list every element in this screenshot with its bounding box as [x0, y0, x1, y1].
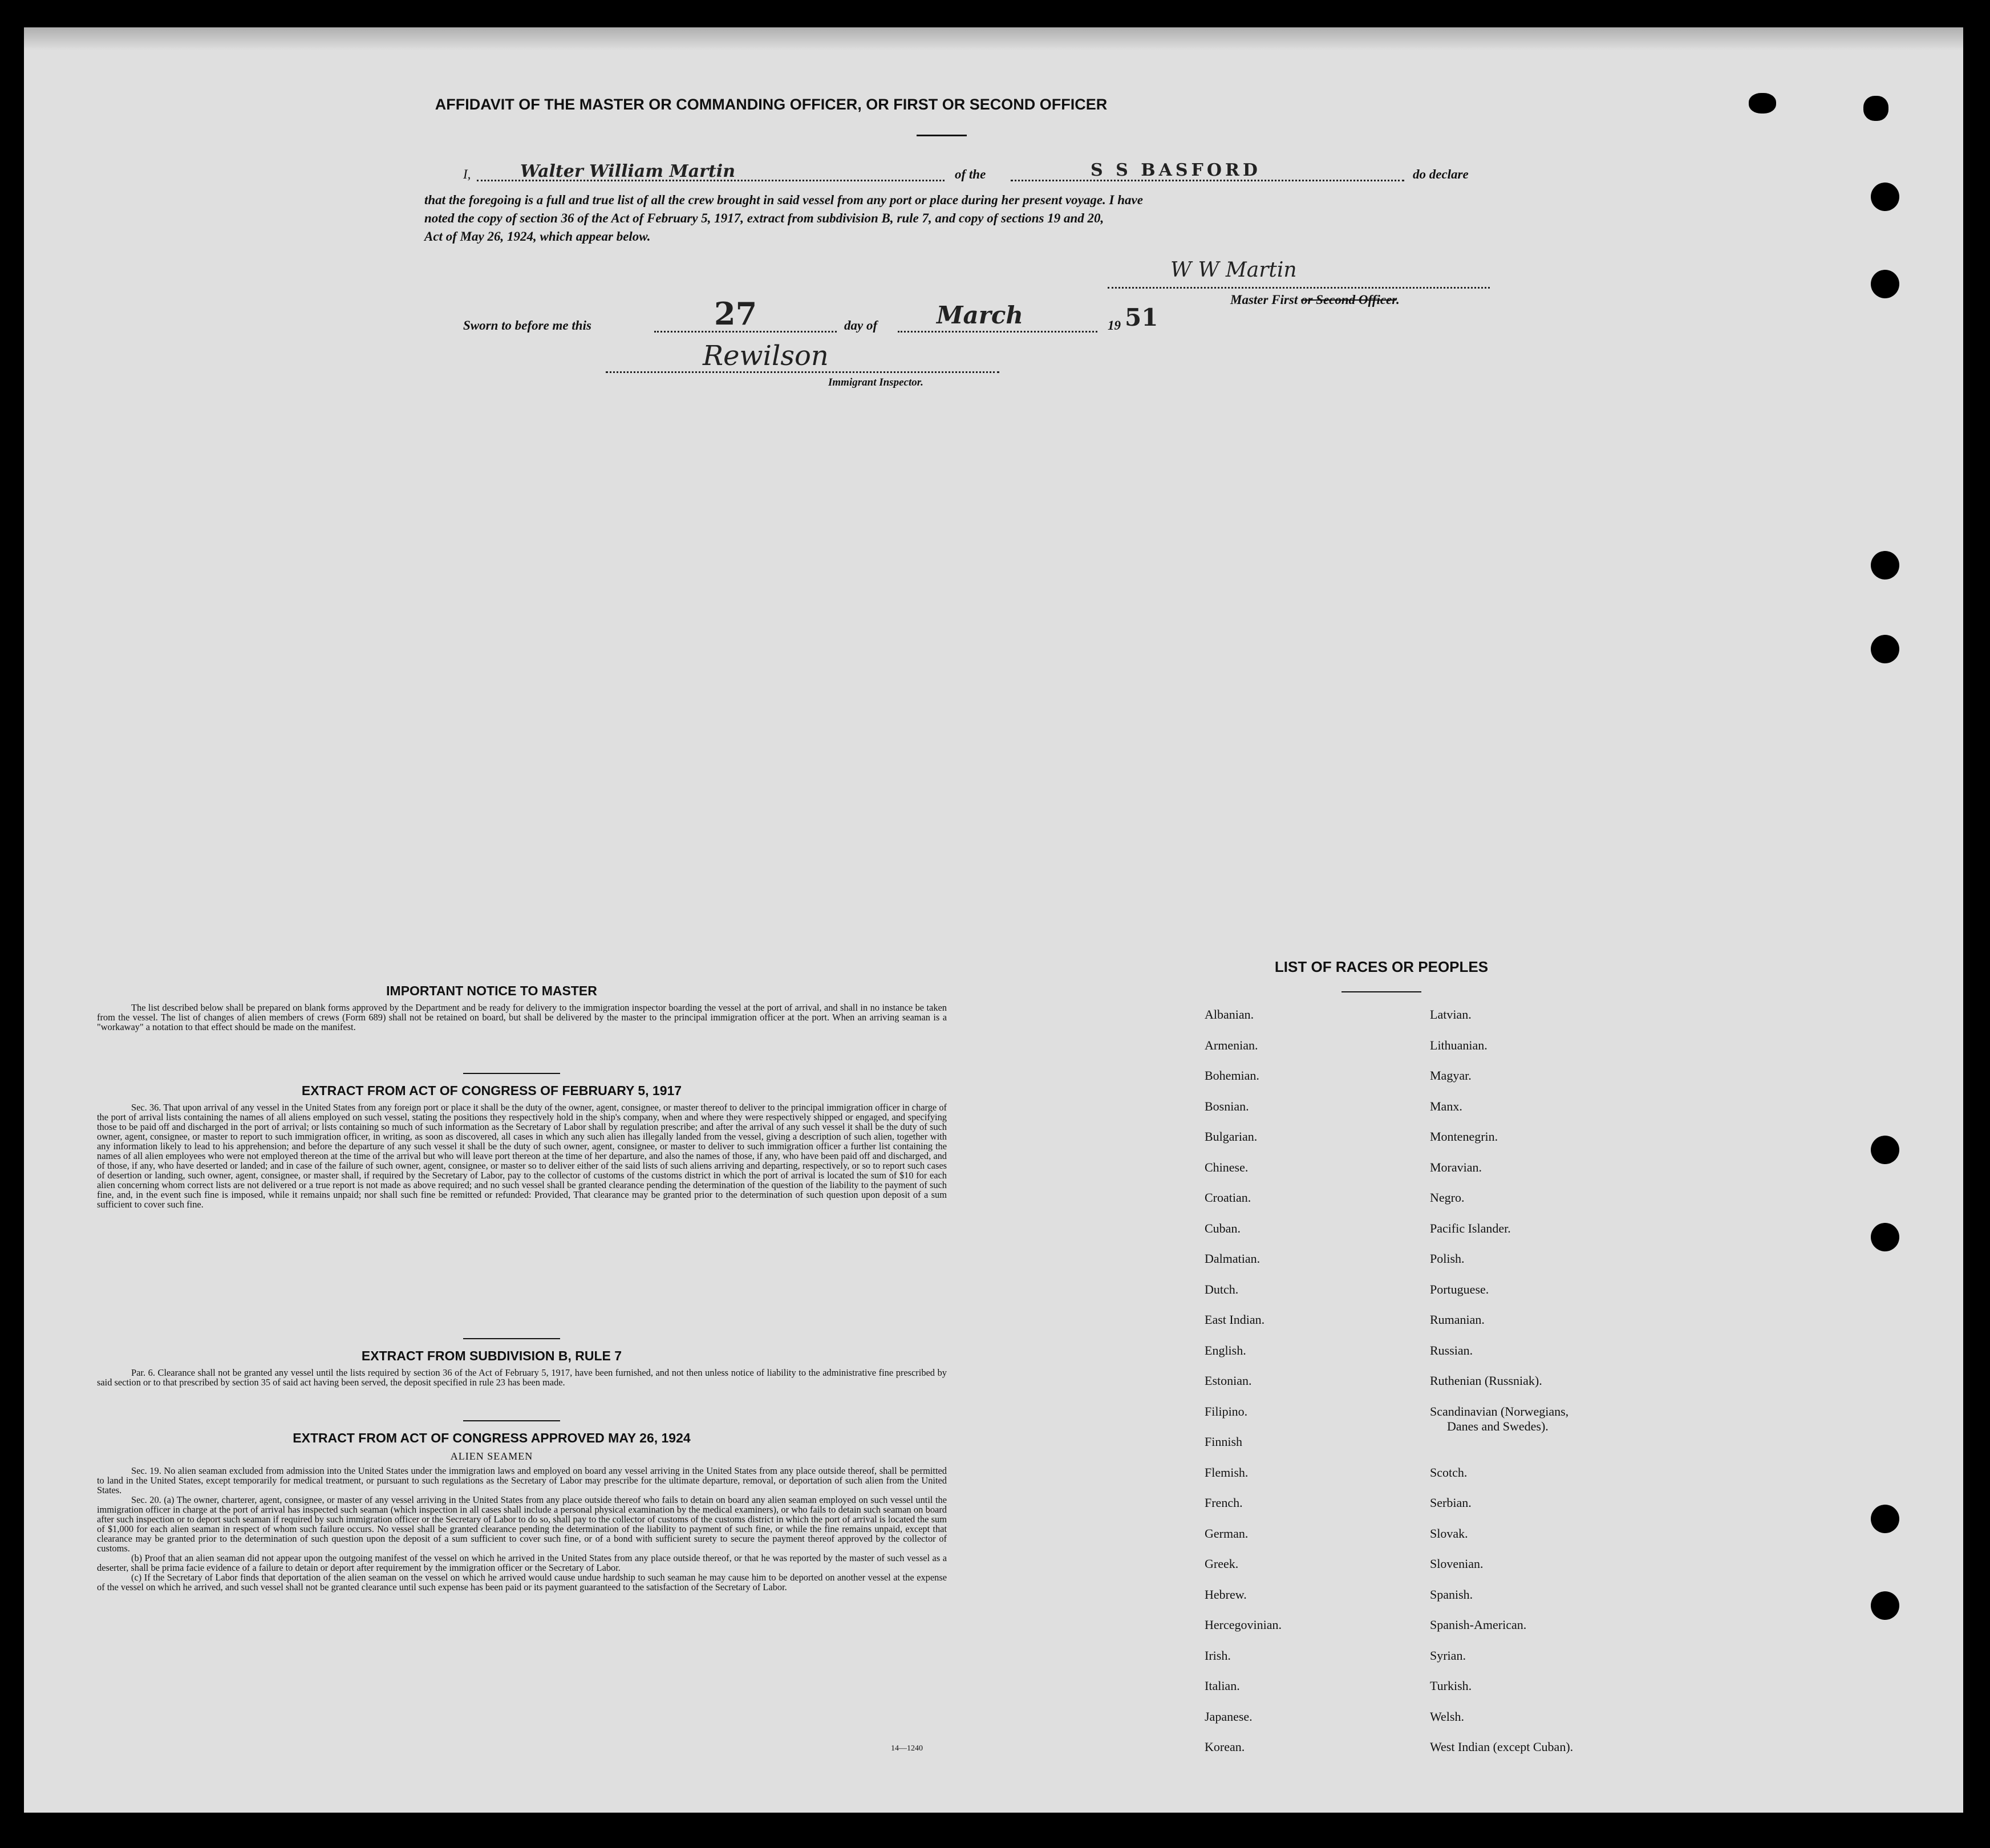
sworn-label: Sworn to before me this	[463, 318, 591, 333]
master-officer-label: Master First or Second Officer.	[1230, 293, 1400, 307]
year-prefix: 19	[1108, 318, 1121, 333]
race-item: Serbian.	[1430, 1496, 1472, 1510]
race-item: Estonian.	[1205, 1373, 1252, 1388]
first-label: First	[1271, 293, 1298, 307]
punch-hole	[1871, 1591, 1899, 1620]
race-item: Scotch.	[1430, 1465, 1468, 1480]
race-item: Polish.	[1430, 1251, 1465, 1266]
punch-hole	[1871, 270, 1899, 298]
race-item: Albanian.	[1205, 1007, 1254, 1022]
scan-shadow	[24, 27, 1963, 50]
extract-1917-text	[97, 1103, 947, 1209]
extract-1924-title: EXTRACT FROM ACT OF CONGRESS APPROVED MAY 26, 1924	[293, 1430, 691, 1445]
race-item: Turkish.	[1430, 1679, 1472, 1693]
sec-20a-paragraph: Sec. 20. (a) The owner, charterer, agent, consignee, or master of any vessel arriving in the United States from any place outside thereof who fails to detain on board any alien seaman employed on such vessel until the immigration officer in charge at the port of arrival has inspected such seaman (which inspection in all cases shall include a personal physical examination by the medical examiners), or who fails to detain such seaman on board after such inspection or to deport such seaman if required by such immigration officer or the Secretary of Labor to do so, shall pay to the collector of customs of the customs district in which the port of arrival is located the sum of $1,000 for each alien seaman in respect of whom such failure occurs. No vessel shall be granted clearance pending the determination of the liability to payment of such fine, or while the fine remains unpaid, except that clearance may be granted prior to the determination of such question upon the deposit of a sum sufficient to cover such fine, or of a bond with sufficient surety to secure the payment thereof approved by the collector of customs.	[97, 1494, 947, 1554]
section-rule	[463, 1338, 560, 1339]
race-item: Italian.	[1205, 1679, 1240, 1693]
race-item: Magyar.	[1430, 1068, 1472, 1083]
race-item: Manx.	[1430, 1099, 1462, 1113]
race-item: German.	[1205, 1526, 1249, 1541]
inspector-signature: Rewilson	[703, 340, 829, 372]
day-of-label: day of	[844, 318, 878, 333]
race-item: Spanish.	[1430, 1587, 1473, 1602]
races-left-column	[1205, 1007, 1282, 1770]
race-item: Latvian.	[1430, 1007, 1472, 1022]
race-item: Syrian.	[1430, 1648, 1466, 1663]
declaration-line-2: that the foregoing is a full and true list of all the crew brought in said vessel from any port or place during her present voyage. I have	[424, 193, 1143, 207]
race-item: Greek.	[1205, 1557, 1239, 1571]
race-item: Welsh.	[1430, 1709, 1464, 1724]
affidavit-title: AFFIDAVIT OF THE MASTER OR COMMANDING OFFICER, OR FIRST OR SECOND OFFICER	[435, 96, 1108, 113]
ink-blot	[1749, 93, 1776, 114]
race-item: West Indian (except Cuban).	[1430, 1740, 1574, 1754]
sec-20b-paragraph: (b) Proof that an alien seaman did not appear upon the outgoing manifest of the vessel on which he arrived in the United States from any place outside thereof, or that he was reported by the master of such vessel as a deserter, shall be prima facie evidence of a failure to detain or deport after requirement by the immigration officer or the Secretary of Labor.	[97, 1553, 947, 1573]
race-item: Russian.	[1430, 1343, 1473, 1357]
race-item: Flemish.	[1205, 1465, 1249, 1480]
race-item: Hebrew.	[1205, 1587, 1247, 1602]
notice-title: IMPORTANT NOTICE TO MASTER	[386, 983, 597, 998]
section-rule	[463, 1420, 560, 1421]
declaration-line-3: noted the copy of section 36 of the Act of February 5, 1917, extract from subdivision B, rule 7, and copy of sections 19 and 20,	[424, 211, 1104, 225]
sec-36-paragraph: Sec. 36. That upon arrival of any vessel in the United States from any foreign port or place it shall be the duty of the owner, agent, consignee, or master thereof to deliver to the principal immigration officer in charge of the port of arrival lists containing the names of all aliens employed on such vessel, stating the positions they respectively hold in the ship's company, when and where they were respectively shipped or engaged, and specifying those to be paid off and discharged in the port of arrival; or lists containing so much of such information as the Secretary of Labor shall by regulation prescribe; and after the arrival of any such vessel it shall be the duty of such owner, agent, consignee, or master to report to such immigration officer, in writing, as soon as discovered, all cases in which any such alien has illegally landed from the vessel, giving a description of such alien, together with any information likely to lead to his apprehension; and before the departure of any such vessel it shall be the duty of such owner, agent, consignee, or master to deliver to such immigration officer a further list containing the names of all alien employees who were not employed thereon at the time of the arrival but who will leave port thereon at the time of her departure, and also the names of those, if any, who have been paid off and discharged, and of those, if any, who have deserted or landed; and in case of the failure of such owner, agent, consignee, or master so to deliver either of the said lists of such aliens arriving and departing, respectively, or so to report such cases of desertion or landing, such owner, agent, consignee, or master shall, if required by the Secretary of Labor, pay to the collector of customs of the customs district in which the port of arrival is located the sum of $10 for each alien concerning whom correct lists are not delivered or a true report is not made as above required; and no such vessel shall be granted clearance pending the determination of the question of the liability to the payment of such fine, and, in the event such fine is imposed, while it remains unpaid; nor shall such fine be remitted or refunded: Provided, That clearance may be granted prior to the determination of such question upon deposit of a sum sufficient to cover such fine.	[97, 1102, 947, 1210]
race-item: Dalmatian.	[1205, 1251, 1261, 1266]
race-item: Bohemian.	[1205, 1068, 1259, 1083]
sec-20c-paragraph: (c) If the Secretary of Labor finds that deportation of the alien seaman on the vessel on which he arrived would cause undue hardship to such seaman he may cause him to be deported on another vessel at the expense of the vessel on which he arrived, and such vessel shall not be granted clearance until such expense has been paid or its payment guaranteed to the satisfaction of the Secretary of Labor.	[97, 1572, 947, 1592]
punch-hole	[1871, 1505, 1899, 1533]
month-handwritten: March	[937, 301, 1023, 329]
form-number: 14—1240	[891, 1744, 923, 1753]
race-item: Finnish	[1205, 1434, 1243, 1449]
race-item: Pacific Islander.	[1430, 1221, 1511, 1235]
race-item: Croatian.	[1205, 1190, 1251, 1205]
inspector-label: Immigrant Inspector.	[828, 376, 923, 388]
punch-hole	[1871, 183, 1899, 211]
i-prefix: I,	[463, 167, 471, 181]
notice-text	[97, 1003, 947, 1032]
subdivision-text	[97, 1368, 947, 1387]
race-item: Irish.	[1205, 1648, 1231, 1663]
race-item: Scandinavian (Norwegians,	[1430, 1404, 1569, 1419]
race-item: Cuban.	[1205, 1221, 1241, 1235]
race-item: Rumanian.	[1430, 1312, 1485, 1327]
race-item: Korean.	[1205, 1740, 1245, 1754]
race-item: Slovak.	[1430, 1526, 1468, 1541]
master-name-handwritten: Walter William Martin	[520, 161, 736, 181]
race-item: Moravian.	[1430, 1160, 1482, 1174]
races-rule	[1341, 991, 1421, 992]
section-rule	[463, 1073, 560, 1074]
race-item: Montenegrin.	[1430, 1129, 1498, 1144]
race-item: East Indian.	[1205, 1312, 1265, 1327]
month-field-line	[898, 331, 1097, 333]
race-item: Portuguese.	[1430, 1282, 1489, 1296]
title-rule	[917, 135, 967, 136]
race-item: French.	[1205, 1496, 1243, 1510]
of-the-label: of the	[955, 167, 986, 181]
races-right-column	[1430, 1007, 1573, 1770]
race-item: Danes and Swedes).	[1447, 1419, 1549, 1433]
extract-1917-title: EXTRACT FROM ACT OF CONGRESS OF FEBRUARY 5, 1917	[301, 1083, 682, 1098]
ink-blot	[1863, 96, 1888, 121]
race-item: Japanese.	[1205, 1709, 1253, 1724]
race-item: Slovenian.	[1430, 1557, 1484, 1571]
race-item: Dutch.	[1205, 1282, 1239, 1296]
race-item: English.	[1205, 1343, 1246, 1357]
subdivision-title: EXTRACT FROM SUBDIVISION B, RULE 7	[361, 1348, 622, 1363]
struck-label: or Second Officer	[1300, 293, 1396, 307]
race-item: Negro.	[1430, 1190, 1465, 1205]
race-item: Hercegovinian.	[1205, 1618, 1282, 1632]
punch-hole	[1871, 635, 1899, 663]
race-item: Bulgarian.	[1205, 1129, 1258, 1144]
sec-19-paragraph: Sec. 19. No alien seaman excluded from admission into the United States under the immigration laws and employed on board any vessel arriving in the United States from any place outside thereof, shall be permitted to land in the United States, except temporarily for medical treatment, or pursuant to such regulations as the Secretary of Labor may prescribe for the ultimate departure, removal, or deportation of such alien from the United States.	[97, 1465, 947, 1496]
races-title: LIST OF RACES OR PEOPLES	[1274, 958, 1489, 975]
alien-seamen-subtitle: ALIEN SEAMEN	[450, 1450, 533, 1462]
master-label: Master	[1230, 293, 1268, 307]
race-item: Ruthenian (Russniak).	[1430, 1373, 1542, 1388]
race-item: Bosnian.	[1205, 1099, 1249, 1113]
notice-paragraph: The list described below shall be prepared on blank forms approved by the Department and be ready for delivery to the immigration inspector boarding the vessel at the port of arrival, and shall in no instance be taken from the vessel. The list of changes of alien members of crews (Form 689) shall not be retained on board, but shall be delivered by the master to the principal immigration officer at the port. When an arriving seaman is a "workaway" a notation to that effect should be made on the manifest.	[97, 1002, 947, 1032]
punch-hole	[1871, 551, 1899, 579]
par-6-paragraph: Par. 6. Clearance shall not be granted any vessel until the lists required by section 36 of the Act of February 5, 1917, have been furnished, and not then unless notice of liability to the administrative fine prescribed by said section or to that prescribed by section 35 of said act having been served, the deposit specified in rule 23 has been made.	[97, 1367, 947, 1388]
punch-hole	[1871, 1223, 1899, 1251]
document-page	[24, 27, 1963, 1813]
vessel-name-handwritten: S S BASFORD	[1091, 160, 1261, 180]
do-declare-label: do declare	[1413, 167, 1469, 181]
race-item: Lithuanian.	[1430, 1038, 1488, 1052]
day-handwritten: 27	[714, 295, 757, 332]
extract-1924-text	[97, 1466, 947, 1592]
race-item: Spanish-American.	[1430, 1618, 1527, 1632]
race-item: Filipino.	[1205, 1404, 1248, 1419]
master-signature-line	[1108, 287, 1490, 289]
year-handwritten: 51	[1125, 303, 1158, 331]
master-signature: W W Martin	[1170, 258, 1297, 282]
race-item: Armenian.	[1205, 1038, 1258, 1052]
punch-hole	[1871, 1136, 1899, 1164]
declaration-line-4: Act of May 26, 1924, which appear below.	[424, 229, 651, 244]
declaration-line-1	[463, 160, 1718, 190]
race-item: Chinese.	[1205, 1160, 1249, 1174]
